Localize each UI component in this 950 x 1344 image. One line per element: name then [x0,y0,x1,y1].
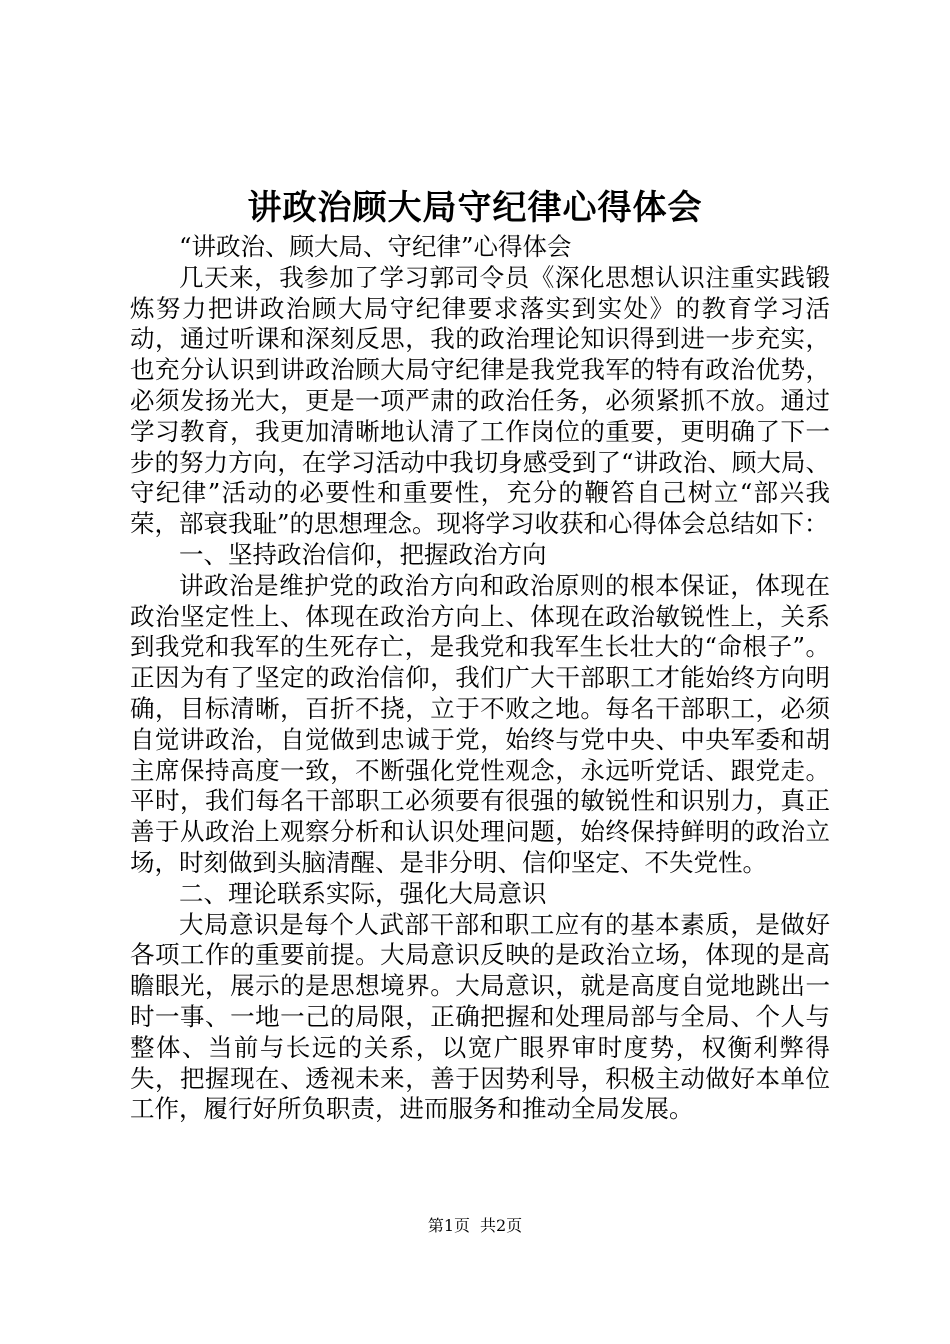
section-heading-2: 二、理论联系实际，强化大局意识 [179,878,547,908]
document-body [130,232,830,1125]
section-heading-1: 一、坚持政治信仰，把握政治方向 [179,539,547,569]
page-number: 第1页 [427,1216,470,1235]
intro-paragraph: 几天来，我参加了学习郭司令员《深化思想认识注重实践锻炼努力把讲政治顾大局守纪律要求落实到实处》的教育学习活动，通过听课和深刻反思，我的政治理论知识得到进一步充实，也充分认识到讲政治顾大局守纪律是我党我军的特有政治优势，必须发扬光大，更是一项严肃的政治任务，必须紧抓不放。通过学习教育，我更加清晰地认清了工作岗位的重要，更明确了下一步的努力方向，在学习活动中我切身感受到了“讲政治、顾大局、守纪律”活动的必要性和重要性，充分的鞭笞自己树立“部兴我荣，部衰我耻”的思想理念。现将学习收获和心得体会总结如下： [130,262,830,539]
section-paragraph-1: 讲政治是维护党的政治方向和政治原则的根本保证，体现在政治坚定性上、体现在政治方向上、体现在政治敏锐性上，关系到我党和我军的生死存亡，是我党和我军生长壮大的“命根子”。正因为有了坚定的政治信仰，我们广大干部职工才能始终方向明确，目标清晰，百折不挠，立于不败之地。每名干部职工，必须自觉讲政治，自觉做到忠诚于党，始终与党中央、中央军委和胡主席保持高度一致，不断强化党性观念，永远听党话、跟党走。平时，我们每名干部职工必须要有很强的敏锐性和识别力，真正善于从政治上观察分析和认识处理问题，始终保持鲜明的政治立场，时刻做到头脑清醒、是非分明、信仰坚定、不失党性。 [130,570,830,877]
subtitle-paragraph: “讲政治、顾大局、守纪律”心得体会 [179,232,572,261]
document-title: 讲政治顾大局守纪律心得体会 [247,188,703,228]
page-total: 共2页 [480,1216,523,1235]
section-paragraph-2: 大局意识是每个人武部干部和职工应有的基本素质，是做好各项工作的重要前提。大局意识反映的是政治立场，体现的是高瞻眼光，展示的是思想境界。大局意识，就是高度自觉地跳出一时一事、一地一己的局限，正确把握和处理局部与全局、个人与整体、当前与长远的关系，以宽广眼界审时度势，权衡利弊得失，把握现在、透视未来，善于因势利导，积极主动做好本单位工作，履行好所负职责，进而服务和推动全局发展。 [130,909,830,1124]
page-footer [0,1214,950,1238]
